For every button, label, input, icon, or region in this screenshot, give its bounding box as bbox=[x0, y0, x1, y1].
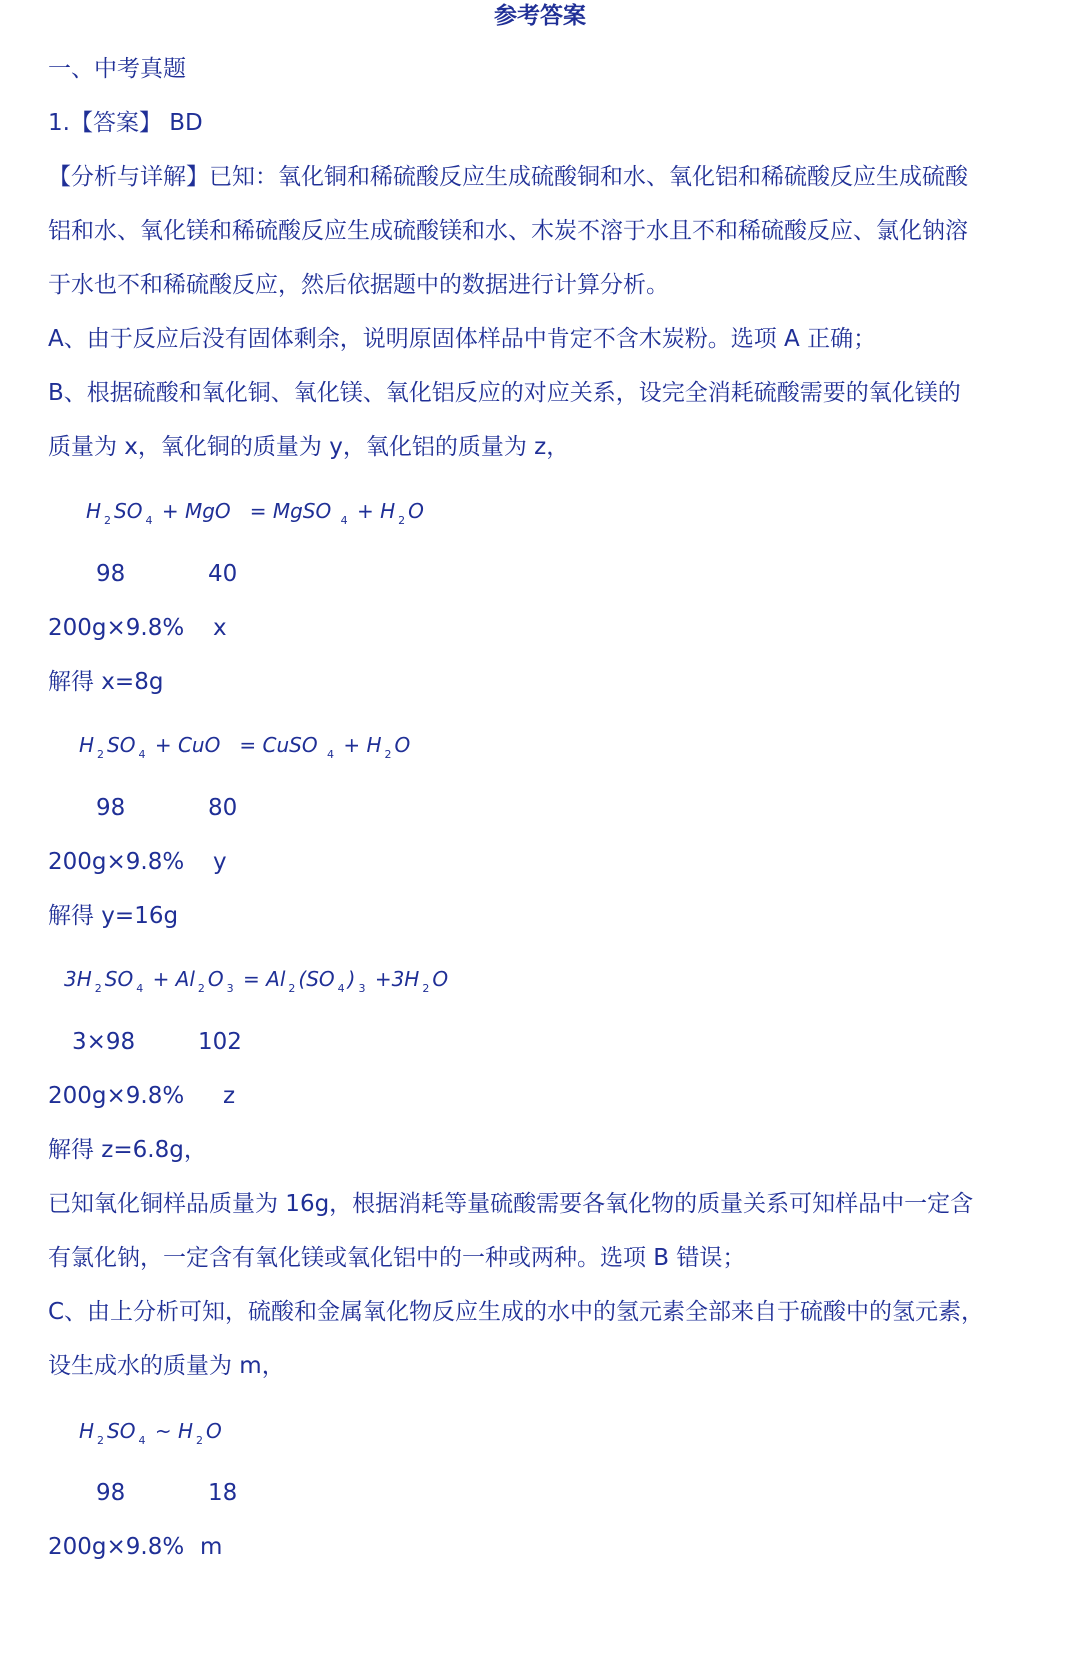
option-b-line-2: 质量为 x，氧化铜的质量为 y，氧化铝的质量为 z， bbox=[48, 434, 570, 460]
eq2-mass-h2so4: 98 bbox=[96, 795, 126, 821]
eq2-mass-cuo: 80 bbox=[208, 795, 238, 821]
eq2-solution: 解得 y=16g bbox=[48, 903, 179, 929]
option-c-line-2: 设生成水的质量为 m， bbox=[48, 1353, 285, 1379]
eq1-given: 200g×9.8% bbox=[48, 615, 185, 641]
analysis-line-1: 【分析与详解】已知：氧化铜和稀硫酸反应生成硫酸铜和水、氧化铝和稀硫酸反应生成硫酸 bbox=[48, 164, 968, 190]
conclusion-b-line-2: 有氯化钠，一定含有氧化镁或氧化铝中的一种或两种。选项 B 错误； bbox=[48, 1245, 746, 1271]
equation-al2o3: 3H $_2$ SO $_4$ + Al $_2$ O $_3$ = Al $_2$ (SO $_4$ ) $_3$ +3H $_2$ O bbox=[64, 967, 449, 995]
eq3-unknown: z bbox=[223, 1083, 236, 1109]
eq1-mass-h2so4: 98 bbox=[96, 561, 126, 587]
eq2-given: 200g×9.8% bbox=[48, 849, 185, 875]
option-b-line-1: B、根据硫酸和氧化铜、氧化镁、氧化铝反应的对应关系，设完全消耗硫酸需要的氧化镁的 bbox=[48, 380, 961, 406]
page-title: 参考答案 bbox=[494, 3, 586, 29]
conclusion-b-line-1: 已知氧化铜样品质量为 16g，根据消耗等量硫酸需要各氧化物的质量关系可知样品中一定含 bbox=[48, 1191, 974, 1217]
answer-line: 1.【答案】 BD bbox=[48, 110, 203, 136]
equation-mgo: H $_2$ SO $_4$ + MgO = MgSO $_4$ + H $_2$ O bbox=[86, 499, 424, 527]
eq2-unknown: y bbox=[213, 849, 227, 875]
analysis-line-3: 于水也不和稀硫酸反应，然后依据题中的数据进行计算分析。 bbox=[48, 272, 669, 298]
eq4-unknown: m bbox=[200, 1534, 223, 1560]
eq1-mass-mgo: 40 bbox=[208, 561, 238, 587]
eq4-given: 200g×9.8% bbox=[48, 1534, 185, 1560]
analysis-line-2: 铝和水、氧化镁和稀硫酸反应生成硫酸镁和水、木炭不溶于水且不和稀硫酸反应、氯化钠溶 bbox=[48, 218, 968, 244]
eq4-mass-h2so4: 98 bbox=[96, 1480, 126, 1506]
eq3-mass-al2o3: 102 bbox=[198, 1029, 242, 1055]
section-heading: 一、中考真题 bbox=[48, 56, 186, 82]
eq3-mass-h2so4: 3×98 bbox=[72, 1029, 136, 1055]
option-c-line-1: C、由上分析可知，硫酸和金属氧化物反应生成的水中的氢元素全部来自于硫酸中的氢元素， bbox=[48, 1299, 985, 1325]
eq4-mass-h2o: 18 bbox=[208, 1480, 238, 1506]
eq3-solution: 解得 z=6.8g， bbox=[48, 1137, 207, 1163]
equation-cuo: H $_2$ SO $_4$ + CuO = CuSO $_4$ + H $_2$ O bbox=[79, 733, 411, 761]
eq1-unknown: x bbox=[213, 615, 227, 641]
equation-h2so4-h2o: H $_2$ SO $_4$ ~ H $_2$ O bbox=[79, 1419, 222, 1447]
eq1-solution: 解得 x=8g bbox=[48, 669, 164, 695]
eq3-given: 200g×9.8% bbox=[48, 1083, 185, 1109]
option-a: A、由于反应后没有固体剩余，说明原固体样品中肯定不含木炭粉。选项 A 正确； bbox=[48, 326, 877, 352]
